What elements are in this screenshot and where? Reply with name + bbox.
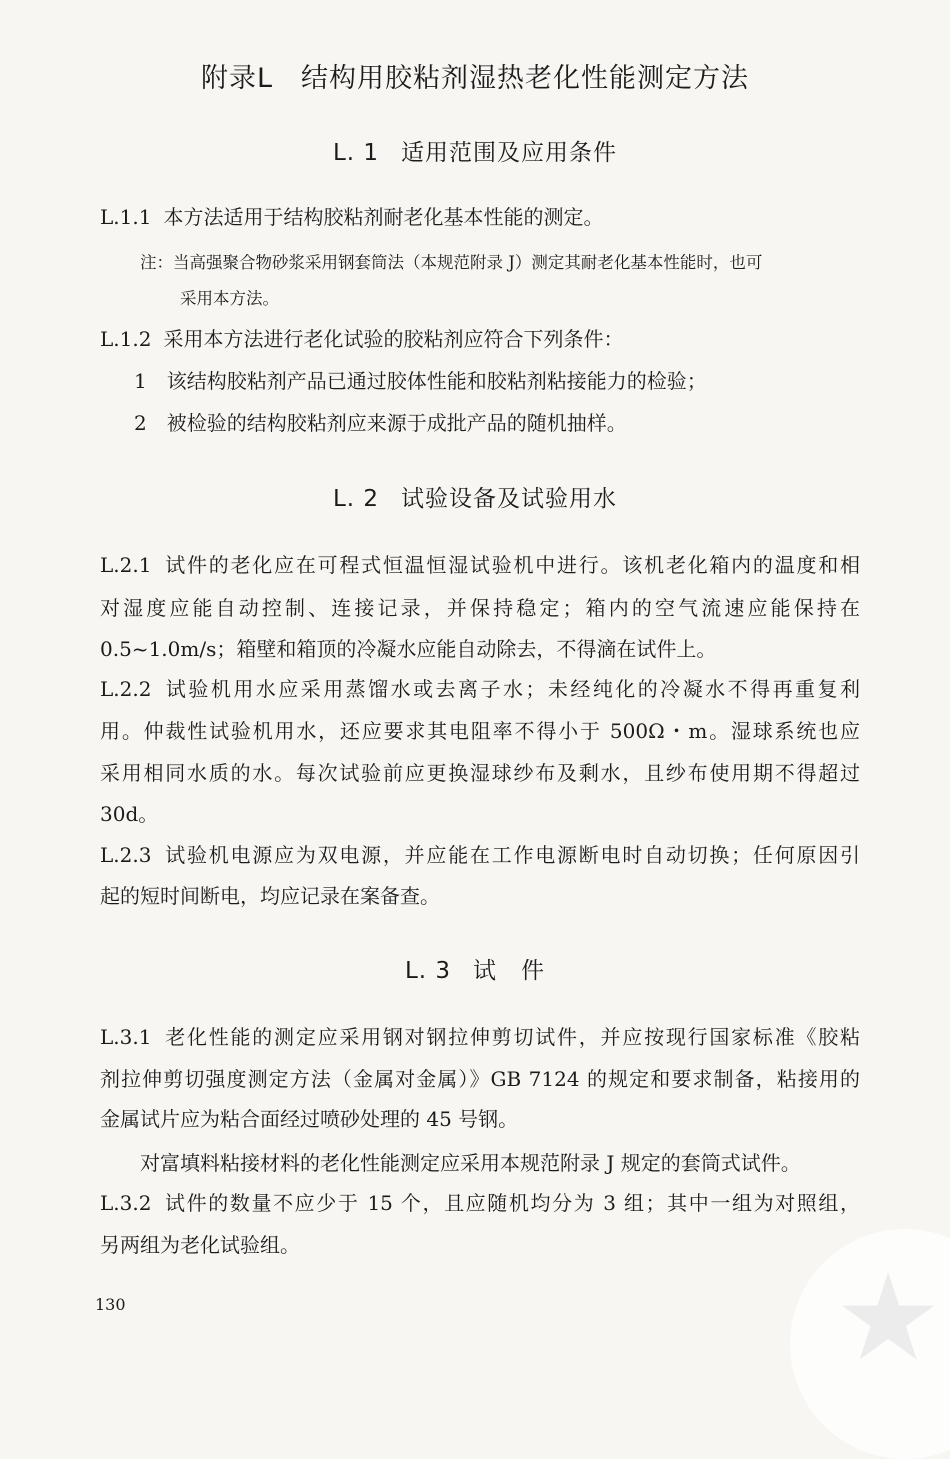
section-number: L. 1 xyxy=(332,140,380,166)
clause-text-line: 起的短时间断电，均应记录在案备查。 xyxy=(100,884,440,908)
clause-label: L.2.1 xyxy=(100,553,152,577)
clause-text-line: 剂拉伸剪切强度测定方法（金属对金属）》GB 7124 的规定和要求制备，粘接用的 xyxy=(100,1067,860,1091)
watermark-star-icon: ★ xyxy=(834,1249,942,1388)
clause-text-line: 采用相同水质的水。每次试验前应更换湿球纱布及剩水，且纱布使用期不得超过 xyxy=(100,761,860,785)
clause-label: L.2.3 xyxy=(100,843,152,867)
appendix-title: 附录L 结构用胶粘剂湿热老化性能测定方法 xyxy=(200,63,750,94)
clause-label: L.3.2 xyxy=(100,1191,152,1215)
clause-text-line: 0.5~1.0m/s；箱壁和箱顶的冷凝水应能自动除去，不得滴在试件上。 xyxy=(100,637,717,661)
section-number: L. 3 xyxy=(404,958,452,984)
list-item-number: 1 xyxy=(134,369,147,393)
clause-text-line: 对湿度应能自动控制、连接记录，并保持稳定；箱内的空气流速应能保持在 xyxy=(100,596,860,620)
note-line: 注：当高强聚合物砂浆采用钢套筒法（本规范附录 J）测定其耐老化基本性能时，也可 xyxy=(140,253,763,272)
clause-l-1-2 xyxy=(100,326,860,352)
section-title: 适用范围及应用条件 xyxy=(401,140,618,166)
note-line: 采用本方法。 xyxy=(180,289,279,308)
clause-text-line: 用。仲裁性试验机用水，还应要求其电阻率不得小于 500Ω・m。湿球系统也应 xyxy=(100,719,860,743)
list-item-text: 该结构胶粘剂产品已通过胶体性能和胶粘剂粘接能力的检验； xyxy=(166,369,707,393)
clause-text: 老化性能的测定应采用钢对钢拉伸剪切试件，并应按现行国家标准《胶粘 xyxy=(163,1025,860,1049)
clause-text: 采用本方法进行老化试验的胶粘剂应符合下列条件： xyxy=(163,327,624,351)
clause-l-1-1 xyxy=(100,204,860,230)
clause-l-2-3-line xyxy=(100,842,860,868)
clause-label: L.1.2 xyxy=(100,327,152,351)
list-item-text: 被检验的结构胶粘剂应来源于成批产品的随机抽样。 xyxy=(166,411,627,435)
section-heading-l1 xyxy=(0,134,950,167)
section-heading-l3 xyxy=(0,952,950,985)
clause-text: 试验机电源应为双电源，并应能在工作电源断电时自动切换；任何原因引 xyxy=(163,843,860,867)
clause-text-line: 另两组为老化试验组。 xyxy=(100,1233,300,1257)
clause-text: 试件的老化应在可程式恒温恒湿试验机中进行。该机老化箱内的温度和相 xyxy=(163,553,860,577)
section-title: 试验设备及试验用水 xyxy=(401,486,618,512)
list-item-number: 2 xyxy=(134,411,147,435)
list-item xyxy=(134,368,860,394)
clause-label: L.1.1 xyxy=(100,205,152,229)
section-number: L. 2 xyxy=(332,486,380,512)
clause-label: L.3.1 xyxy=(100,1025,152,1049)
clause-label: L.2.2 xyxy=(100,677,152,701)
clause-l-3-1-line xyxy=(100,1024,860,1050)
clause-l-3-2-line xyxy=(100,1190,860,1216)
section-title: 试 件 xyxy=(473,958,546,984)
page-number: 130 xyxy=(95,1295,126,1314)
clause-l-2-2-line xyxy=(100,676,860,702)
paragraph: 对富填料粘接材料的老化性能测定应采用本规范附录 J 规定的套筒式试件。 xyxy=(140,1151,801,1175)
clause-text-line: 30d。 xyxy=(100,802,159,826)
section-heading-l2 xyxy=(0,480,950,513)
list-item xyxy=(134,410,860,436)
clause-text-line: 金属试片应为粘合面经过喷砂处理的 45 号钢。 xyxy=(100,1107,519,1131)
clause-text: 本方法适用于结构胶粘剂耐老化基本性能的测定。 xyxy=(163,205,604,229)
clause-text: 试件的数量不应少于 15 个，且应随机均分为 3 组；其中一组为对照组， xyxy=(163,1191,860,1215)
clause-text: 试验机用水应采用蒸馏水或去离子水；未经纯化的冷凝水不得再重复利 xyxy=(163,677,860,701)
clause-l-2-1-line xyxy=(100,552,860,578)
